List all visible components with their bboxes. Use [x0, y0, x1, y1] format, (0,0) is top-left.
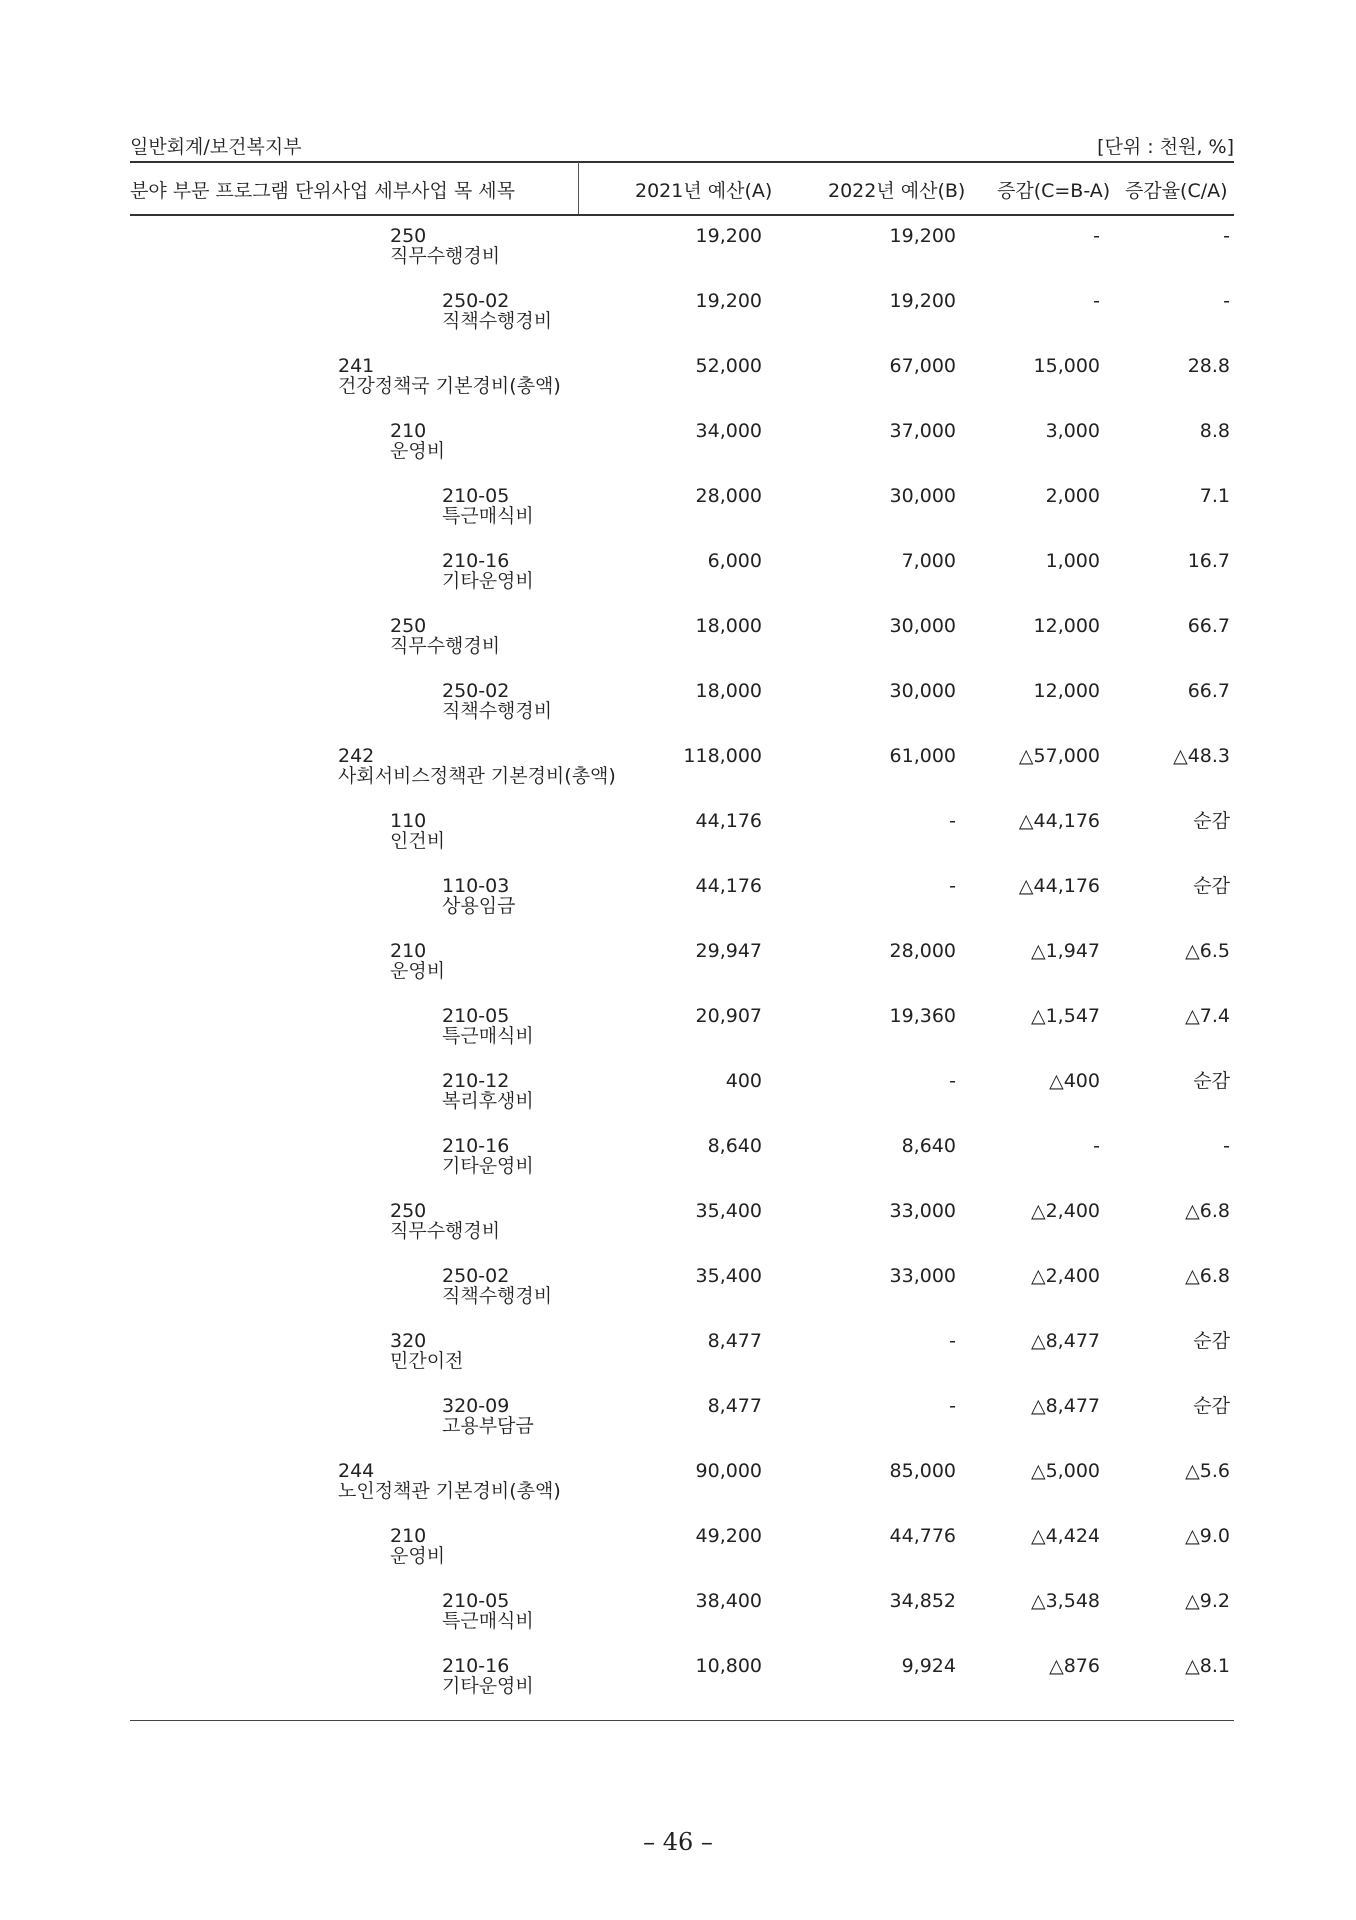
- row-code: 250-02: [442, 680, 510, 702]
- cell-change: 12,000: [1033, 615, 1100, 637]
- row-label: [442, 291, 552, 331]
- cell-change-rate: -: [1223, 1135, 1230, 1157]
- cell-change-rate: △6.8: [1185, 1265, 1230, 1287]
- cell-budget-2022: 67,000: [889, 355, 956, 377]
- row-code: 110-03: [442, 875, 510, 897]
- cell-budget-2021: 28,000: [695, 485, 762, 507]
- cell-change: △57,000: [1018, 745, 1100, 767]
- row-label: [338, 746, 616, 786]
- cell-change: △1,947: [1030, 940, 1100, 962]
- header-classification: 분야 부문 프로그램 단위사업 세부사업 목 세목: [130, 180, 515, 202]
- row-label: [442, 681, 552, 721]
- cell-change: △876: [1049, 1655, 1100, 1677]
- header-budget-2022: 2022년 예산(B): [828, 180, 966, 202]
- cell-change: △1,547: [1030, 1005, 1100, 1027]
- table-row: [130, 409, 1234, 474]
- row-code: 210-05: [442, 1590, 510, 1612]
- cell-change: 1,000: [1045, 550, 1100, 572]
- cell-budget-2021: 44,176: [695, 875, 762, 897]
- row-code: 210-05: [442, 485, 510, 507]
- cell-change: △8,477: [1030, 1330, 1100, 1352]
- table-row: [130, 1189, 1234, 1254]
- row-name: 노인정책관 기본경비(총액): [338, 1480, 561, 1502]
- table-row: [130, 474, 1234, 539]
- row-name: 운영비: [390, 440, 446, 462]
- row-name: 운영비: [390, 960, 446, 982]
- cell-change: △8,477: [1030, 1395, 1100, 1417]
- cell-budget-2022: 19,360: [889, 1005, 956, 1027]
- table-row: [130, 1579, 1234, 1644]
- row-name: 복리후생비: [442, 1090, 534, 1112]
- cell-change: 15,000: [1033, 355, 1100, 377]
- cell-change: △5,000: [1030, 1460, 1100, 1482]
- row-name: 직무수행경비: [390, 245, 501, 267]
- cell-budget-2021: 8,640: [707, 1135, 762, 1157]
- row-label: [390, 616, 500, 656]
- table-row: [130, 799, 1234, 864]
- cell-budget-2022: 34,852: [889, 1590, 956, 1612]
- cell-budget-2021: 6,000: [707, 550, 762, 572]
- row-code: 320: [390, 1330, 427, 1352]
- row-name: 고용부담금: [442, 1415, 534, 1437]
- table-header: [130, 162, 1234, 214]
- table-row: [130, 1059, 1234, 1124]
- cell-budget-2021: 49,200: [695, 1525, 762, 1547]
- row-code: 210-16: [442, 1135, 510, 1157]
- cell-change: △3,548: [1030, 1590, 1100, 1612]
- table-row: [130, 1319, 1234, 1384]
- cell-change: -: [1093, 1135, 1100, 1157]
- cell-change: △2,400: [1030, 1265, 1100, 1287]
- row-label: [390, 1331, 463, 1371]
- row-label: [390, 1201, 500, 1241]
- cell-change-rate: △9.2: [1185, 1590, 1230, 1612]
- table-row: [130, 734, 1234, 799]
- row-code: 320-09: [442, 1395, 510, 1417]
- page-number: – 46 –: [643, 1828, 713, 1856]
- cell-budget-2021: 18,000: [695, 615, 762, 637]
- table-row: [130, 929, 1234, 994]
- cell-budget-2022: 30,000: [889, 680, 956, 702]
- row-code: 244: [338, 1460, 375, 1482]
- cell-budget-2021: 52,000: [695, 355, 762, 377]
- table-row: [130, 1514, 1234, 1579]
- row-code: 210-12: [442, 1070, 510, 1092]
- row-label: [442, 1071, 534, 1111]
- table-row: [130, 344, 1234, 409]
- row-code: 250-02: [442, 1265, 510, 1287]
- header-divider: [578, 162, 579, 214]
- row-name: 상용임금: [442, 895, 516, 917]
- cell-budget-2022: -: [949, 1395, 956, 1417]
- cell-budget-2021: 19,200: [695, 225, 762, 247]
- table-row: [130, 669, 1234, 734]
- row-label: [442, 876, 515, 916]
- cell-budget-2022: 28,000: [889, 940, 956, 962]
- row-label: [390, 421, 445, 461]
- cell-change-rate: 28.8: [1187, 355, 1230, 377]
- cell-budget-2021: 8,477: [707, 1395, 762, 1417]
- cell-budget-2021: 90,000: [695, 1460, 762, 1482]
- row-name: 직책수행경비: [442, 1285, 553, 1307]
- table-row: [130, 1449, 1234, 1514]
- row-name: 특근매식비: [442, 1610, 534, 1632]
- row-code: 210-16: [442, 550, 510, 572]
- cell-change-rate: △8.1: [1185, 1655, 1230, 1677]
- cell-budget-2022: 44,776: [889, 1525, 956, 1547]
- row-name: 특근매식비: [442, 505, 534, 527]
- cell-change-rate: △6.8: [1185, 1200, 1230, 1222]
- cell-change-rate: 7.1: [1199, 485, 1230, 507]
- cell-budget-2021: 19,200: [695, 290, 762, 312]
- cell-change-rate: 순감: [1193, 1070, 1230, 1092]
- cell-change: -: [1093, 290, 1100, 312]
- unit-label: [단위 : 천원, %]: [1097, 136, 1234, 158]
- table-row: [130, 279, 1234, 344]
- cell-change: △400: [1049, 1070, 1100, 1092]
- row-code: 210: [390, 1525, 427, 1547]
- table-bottom-rule: [130, 1720, 1234, 1721]
- row-code: 250: [390, 225, 427, 247]
- row-name: 기타운영비: [442, 570, 534, 592]
- cell-change-rate: -: [1223, 225, 1230, 247]
- cell-budget-2021: 400: [725, 1070, 762, 1092]
- cell-budget-2021: 44,176: [695, 810, 762, 832]
- cell-change-rate: 66.7: [1187, 615, 1230, 637]
- cell-change: -: [1093, 225, 1100, 247]
- cell-budget-2022: 85,000: [889, 1460, 956, 1482]
- row-name: 직책수행경비: [442, 700, 553, 722]
- row-code: 241: [338, 355, 375, 377]
- cell-budget-2022: 33,000: [889, 1200, 956, 1222]
- row-code: 110: [390, 810, 427, 832]
- row-code: 250-02: [442, 290, 510, 312]
- row-code: 250: [390, 1200, 427, 1222]
- cell-budget-2022: 33,000: [889, 1265, 956, 1287]
- cell-budget-2021: 38,400: [695, 1590, 762, 1612]
- cell-change-rate: 16.7: [1187, 550, 1230, 572]
- row-label: [442, 486, 534, 526]
- cell-change-rate: △48.3: [1173, 745, 1230, 767]
- cell-change-rate: 순감: [1193, 875, 1230, 897]
- table-row: [130, 539, 1234, 604]
- row-name: 사회서비스정책관 기본경비(총액): [338, 765, 616, 787]
- row-name: 기타운영비: [442, 1675, 534, 1697]
- cell-change-rate: △5.6: [1185, 1460, 1230, 1482]
- row-name: 특근매식비: [442, 1025, 534, 1047]
- cell-budget-2022: 7,000: [901, 550, 956, 572]
- row-label: [442, 1396, 534, 1436]
- row-name: 건강정책국 기본경비(총액): [338, 375, 561, 397]
- cell-change: △2,400: [1030, 1200, 1100, 1222]
- row-label: [390, 1526, 445, 1566]
- row-code: 210: [390, 420, 427, 442]
- cell-budget-2022: 61,000: [889, 745, 956, 767]
- budget-table-body: [130, 214, 1234, 1709]
- row-label: [338, 1461, 561, 1501]
- row-name: 인건비: [390, 830, 446, 852]
- row-code: 210-05: [442, 1005, 510, 1027]
- cell-change-rate: 순감: [1193, 1395, 1230, 1417]
- row-name: 기타운영비: [442, 1155, 534, 1177]
- cell-change: 12,000: [1033, 680, 1100, 702]
- cell-change: △44,176: [1018, 875, 1100, 897]
- row-label: [442, 1591, 534, 1631]
- cell-budget-2021: 18,000: [695, 680, 762, 702]
- row-label: [442, 1136, 534, 1176]
- cell-change-rate: △7.4: [1185, 1005, 1230, 1027]
- header-change: 증감(C=B-A): [997, 180, 1111, 202]
- row-name: 직책수행경비: [442, 310, 553, 332]
- row-label: [442, 1266, 552, 1306]
- row-code: 250: [390, 615, 427, 637]
- cell-budget-2021: 35,400: [695, 1265, 762, 1287]
- cell-change-rate: △6.5: [1185, 940, 1230, 962]
- cell-budget-2021: 8,477: [707, 1330, 762, 1352]
- table-row: [130, 1644, 1234, 1709]
- cell-budget-2022: 19,200: [889, 290, 956, 312]
- row-name: 민간이전: [390, 1350, 464, 1372]
- cell-change: 3,000: [1045, 420, 1100, 442]
- cell-change-rate: 66.7: [1187, 680, 1230, 702]
- cell-budget-2021: 118,000: [683, 745, 762, 767]
- cell-budget-2021: 10,800: [695, 1655, 762, 1677]
- cell-change: 2,000: [1045, 485, 1100, 507]
- cell-change-rate: △9.0: [1185, 1525, 1230, 1547]
- cell-change-rate: 순감: [1193, 1330, 1230, 1352]
- row-code: 242: [338, 745, 375, 767]
- cell-budget-2022: 9,924: [901, 1655, 956, 1677]
- table-row: [130, 994, 1234, 1059]
- cell-change: △4,424: [1030, 1525, 1100, 1547]
- cell-budget-2021: 34,000: [695, 420, 762, 442]
- row-name: 직무수행경비: [390, 635, 501, 657]
- row-code: 210: [390, 940, 427, 962]
- table-row: [130, 1254, 1234, 1319]
- cell-budget-2021: 20,907: [695, 1005, 762, 1027]
- cell-budget-2022: 19,200: [889, 225, 956, 247]
- cell-budget-2022: -: [949, 1330, 956, 1352]
- account-label: 일반회계/보건복지부: [130, 136, 302, 158]
- row-label: [442, 551, 534, 591]
- cell-budget-2022: -: [949, 810, 956, 832]
- cell-budget-2021: 29,947: [695, 940, 762, 962]
- row-label: [390, 226, 500, 266]
- header-change-rate: 증감율(C/A): [1125, 180, 1228, 202]
- cell-budget-2022: -: [949, 1070, 956, 1092]
- row-label: [390, 811, 445, 851]
- cell-budget-2022: 30,000: [889, 485, 956, 507]
- cell-change-rate: 순감: [1193, 810, 1230, 832]
- row-label: [390, 941, 445, 981]
- cell-budget-2021: 35,400: [695, 1200, 762, 1222]
- table-row: [130, 1384, 1234, 1449]
- row-name: 운영비: [390, 1545, 446, 1567]
- cell-budget-2022: -: [949, 875, 956, 897]
- row-label: [338, 356, 561, 396]
- header-budget-2021: 2021년 예산(A): [635, 180, 773, 202]
- table-row: [130, 604, 1234, 669]
- cell-budget-2022: 37,000: [889, 420, 956, 442]
- cell-change-rate: 8.8: [1199, 420, 1230, 442]
- row-code: 210-16: [442, 1655, 510, 1677]
- row-label: [442, 1006, 534, 1046]
- row-label: [442, 1656, 534, 1696]
- table-row: [130, 1124, 1234, 1189]
- table-row: [130, 864, 1234, 929]
- cell-budget-2022: 30,000: [889, 615, 956, 637]
- cell-change-rate: -: [1223, 290, 1230, 312]
- cell-change: △44,176: [1018, 810, 1100, 832]
- row-name: 직무수행경비: [390, 1220, 501, 1242]
- table-row: [130, 214, 1234, 279]
- cell-budget-2022: 8,640: [901, 1135, 956, 1157]
